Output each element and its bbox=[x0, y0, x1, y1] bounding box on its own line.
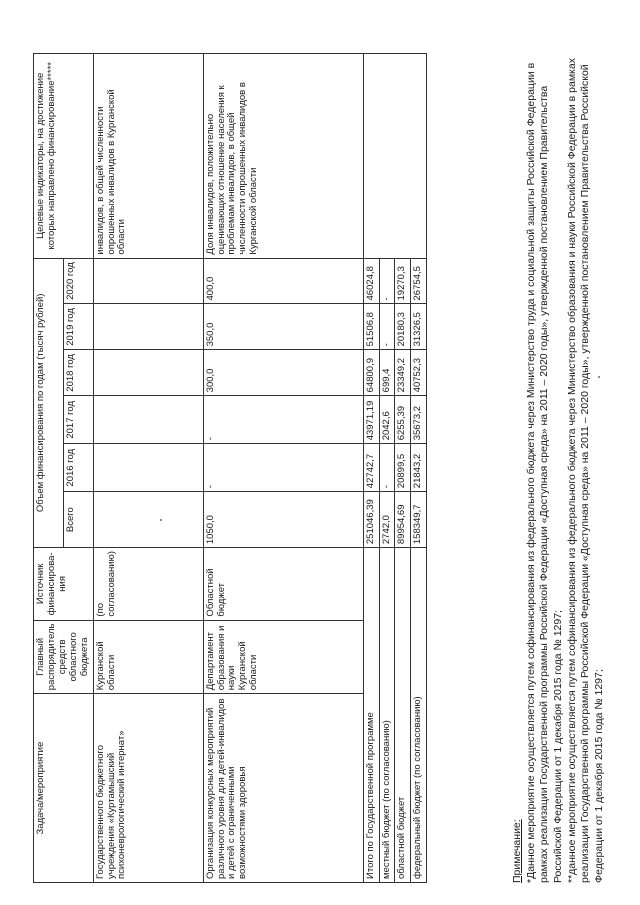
header-2018: 2018 год bbox=[63, 350, 93, 396]
note-1: *Данное мероприятие осуществляется путем софинансирования из федерального бюджета через Министерство труда и социальной защиты Российской Федерации в рамках реализации Государственной программы Российской Федерации «Доступная среда» на 2011 – 2020 годы», утвержденной постановлением Правительства Российской Федерации от 1 декабря 2015 года № 1297; bbox=[524, 62, 564, 883]
totals-label: Итого по Государственной программе bbox=[363, 548, 379, 883]
totals-2020: 46024,8 bbox=[363, 258, 379, 304]
notes-section bbox=[511, 43, 606, 883]
totals-2016: 21843,2 bbox=[411, 444, 427, 492]
totals-2019: 20180,3 bbox=[395, 304, 411, 350]
totals-total: 251046,39 bbox=[363, 492, 379, 548]
header-row bbox=[34, 54, 64, 883]
totals-2019: 51506,8 bbox=[363, 304, 379, 350]
row-admin: Курганской области bbox=[93, 620, 203, 694]
totals-2018: 64800,9 bbox=[363, 350, 379, 396]
header-indicators: Целевые индикаторы, на достижение которых направлено финансирование***** bbox=[34, 54, 94, 259]
row-source: (по согласованию) bbox=[93, 548, 203, 620]
totals-2017: 35673,2 bbox=[411, 396, 427, 444]
notes-heading: Примечание: bbox=[511, 819, 523, 883]
totals-row bbox=[363, 54, 379, 883]
financing-table bbox=[33, 53, 427, 883]
header-task: Задача/мероприятие bbox=[34, 694, 94, 883]
header-administrator: Главный распорядитель средств областного бюджета bbox=[34, 620, 94, 694]
rotated-content bbox=[33, 23, 608, 883]
totals-2017: 2042,6 bbox=[379, 396, 395, 444]
row-2016: - bbox=[203, 444, 363, 492]
table-row bbox=[203, 54, 363, 883]
header-volume: Объем финансирования по годам (тысяч рублей) bbox=[34, 258, 64, 548]
header-source: Источник финансирова-ния bbox=[34, 548, 94, 620]
header-2017: 2017 год bbox=[63, 396, 93, 444]
totals-2020: 19270,3 bbox=[395, 258, 411, 304]
row-task: Организация конкурсных мероприятий различного уровня для детей-инвалидов и детей с ограниченными возможностями здоровья bbox=[203, 694, 363, 883]
row-2019 bbox=[93, 304, 203, 350]
row-task: Государственного бюджетного учреждения «Куртамышский психоневрологический интернат» bbox=[93, 694, 203, 883]
totals-2020: - bbox=[379, 258, 395, 304]
totals-label: областной бюджет bbox=[395, 548, 411, 883]
totals-2016: - bbox=[379, 444, 395, 492]
row-total bbox=[93, 492, 203, 548]
row-2017 bbox=[93, 396, 203, 444]
header-total: Всего bbox=[63, 492, 93, 548]
header-2020: 2020 год bbox=[63, 258, 93, 304]
row-total: 1050,0 bbox=[203, 492, 363, 548]
totals-2017: 43971,19 bbox=[363, 396, 379, 444]
note-2: **данное мероприятие осуществляется путем софинансирования из федерального бюджета через Министерство образования и науки Российской Федерации в рамках реализации Государственной программы Российской Федерации «Доступная среда» на 2011 – 2020 годы», утвержденной постановлением Правительства Российской Федерации от 1 декабря 2015 года № 1297; bbox=[565, 58, 605, 883]
totals-2018: 40752,3 bbox=[411, 350, 427, 396]
totals-2018: 23349,2 bbox=[395, 350, 411, 396]
row-admin: Департамент образования и науки Курганской области bbox=[203, 620, 363, 694]
totals-total: 2742,0 bbox=[379, 492, 395, 548]
row-2018 bbox=[93, 350, 203, 396]
row-2016 bbox=[93, 444, 203, 492]
totals-label: федеральный бюджет (по согласованию) bbox=[411, 548, 427, 883]
row-2020: 400,0 bbox=[203, 258, 363, 304]
table-row bbox=[93, 54, 203, 883]
totals-2016: 42742,7 bbox=[363, 444, 379, 492]
totals-total: 89954,69 bbox=[395, 492, 411, 548]
header-2019: 2019 год bbox=[63, 304, 93, 350]
totals-label: местный бюджет (по согласованию) bbox=[379, 548, 395, 883]
totals-2019: - bbox=[379, 304, 395, 350]
header-2016: 2016 год bbox=[63, 444, 93, 492]
row-indicator: Доля инвалидов, положительно оценивающих отношение населения к проблемам инвалидов, в общей численности опрошенных инвалидов в Курганской области bbox=[203, 54, 363, 259]
totals-2017: 6255,39 bbox=[395, 396, 411, 444]
row-2017: - bbox=[203, 396, 363, 444]
totals-total: 158349,7 bbox=[411, 492, 427, 548]
totals-indicator-cell bbox=[363, 54, 427, 259]
totals-2016: 20899,5 bbox=[395, 444, 411, 492]
totals-2020: 26754,5 bbox=[411, 258, 427, 304]
row-source: Областной бюджет bbox=[203, 548, 363, 620]
totals-2019: 31326,5 bbox=[411, 304, 427, 350]
totals-2018: 699,4 bbox=[379, 350, 395, 396]
row-2020 bbox=[93, 258, 203, 304]
row-indicator: инвалидов, в общей численности опрошенных инвалидов в Курганской области bbox=[93, 54, 203, 259]
row-2019: 350,0 bbox=[203, 304, 363, 350]
row-2018: 300,0 bbox=[203, 350, 363, 396]
